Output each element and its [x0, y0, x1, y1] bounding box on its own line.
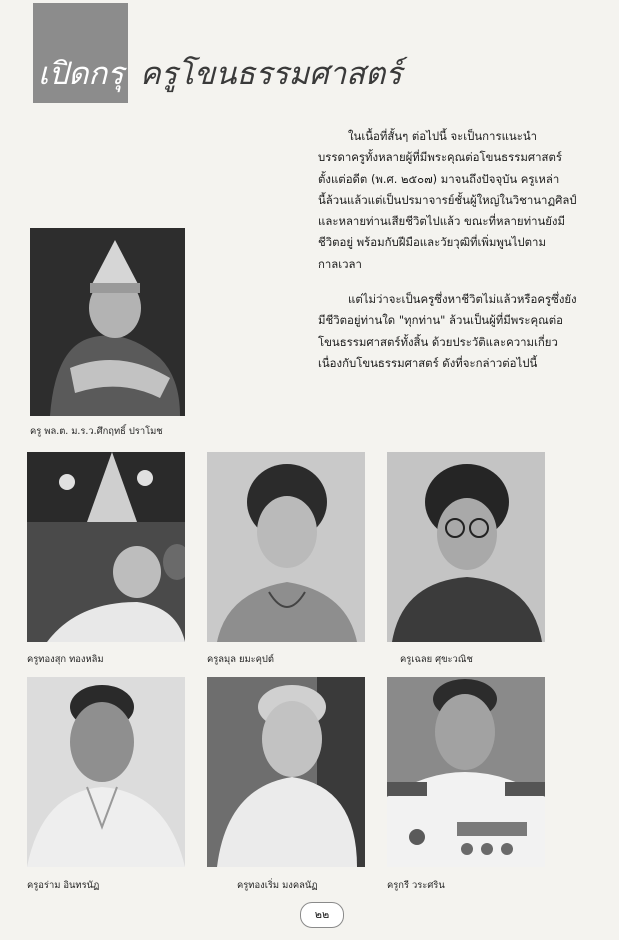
intro-line: ในเนื้อที่สั้นๆ ต่อไปนี้ จะเป็นการแนะนำ — [348, 129, 538, 143]
section-label: เปิดกรุ — [38, 56, 124, 92]
intro-line: เนื่องกับโขนธรรมศาสตร์ ดังที่จะกล่าวต่อไปนี้ — [318, 355, 538, 370]
intro-line: และหลายท่านเสียชีวิตไปแล้ว ขณะที่หลายท่านยังมี — [318, 214, 566, 229]
intro-paragraph-1 — [292, 126, 577, 275]
intro-line: มีชีวิตอยู่ท่านใด "ทุกท่าน" ล้วนเป็นผู้ที่มีพระคุณต่อ — [318, 313, 563, 328]
teacher-caption: ครูทองเริ่ม มงคลนัฏ — [237, 880, 318, 891]
teacher-photo — [207, 452, 365, 642]
intro-line: บรรดาครูทั้งหลายผู้ที่มีพระคุณต่อโขนธรรมศาสตร์ — [318, 150, 562, 165]
teacher-caption: ครู พล.ต. ม.ร.ว.ศึกฤทธิ์ ปราโมช — [30, 426, 163, 437]
teacher-photo — [207, 677, 365, 867]
teacher-photo — [27, 452, 185, 642]
teacher-photo — [27, 677, 185, 867]
teacher-caption: ครูเฉลย ศุขะวณิช — [400, 654, 473, 665]
teacher-photo — [387, 677, 545, 867]
intro-line: ตั้งแต่อดีต (พ.ศ. ๒๕๐๗) มาจนถึงปัจจุบัน ครูเหล่า — [318, 171, 560, 186]
intro-line: แต่ไม่ว่าจะเป็นครูซึ่งหาชีวิตไม่แล้วหรือครูซึ่งยัง — [348, 292, 577, 307]
teacher-photo — [30, 228, 185, 416]
intro-line: นี้ล้วนแล้วแต่เป็นปรมาจารย์ชั้นผู้ใหญ่ในวิชานาฏศิลป์ — [318, 192, 577, 207]
intro-paragraph-2 — [292, 289, 577, 374]
teacher-caption: ครูลมุล ยมะคุปต์ — [207, 654, 274, 665]
intro-line: โขนธรรมศาสตร์ทั้งสิ้น ด้วยประวัติและความเกี่ยว — [318, 334, 558, 349]
teacher-caption: ครูทองสุก ทองหลิม — [27, 654, 104, 665]
intro-line: กาลเวลา — [318, 256, 362, 271]
page-number: ๒๒ — [300, 902, 344, 928]
teacher-caption: ครูกรี วระศริน — [387, 880, 445, 891]
teacher-photo — [387, 452, 545, 642]
teacher-caption: ครูอร่าม อินทรนัฏ — [27, 880, 100, 891]
intro-text — [292, 126, 577, 388]
page-title: ครูโขนธรรมศาสตร์ — [140, 56, 402, 92]
intro-line: ชีวิตอยู่ พร้อมกับฝีมือและวัยวุฒิที่เพิ่มพูนไปตาม — [318, 235, 546, 250]
